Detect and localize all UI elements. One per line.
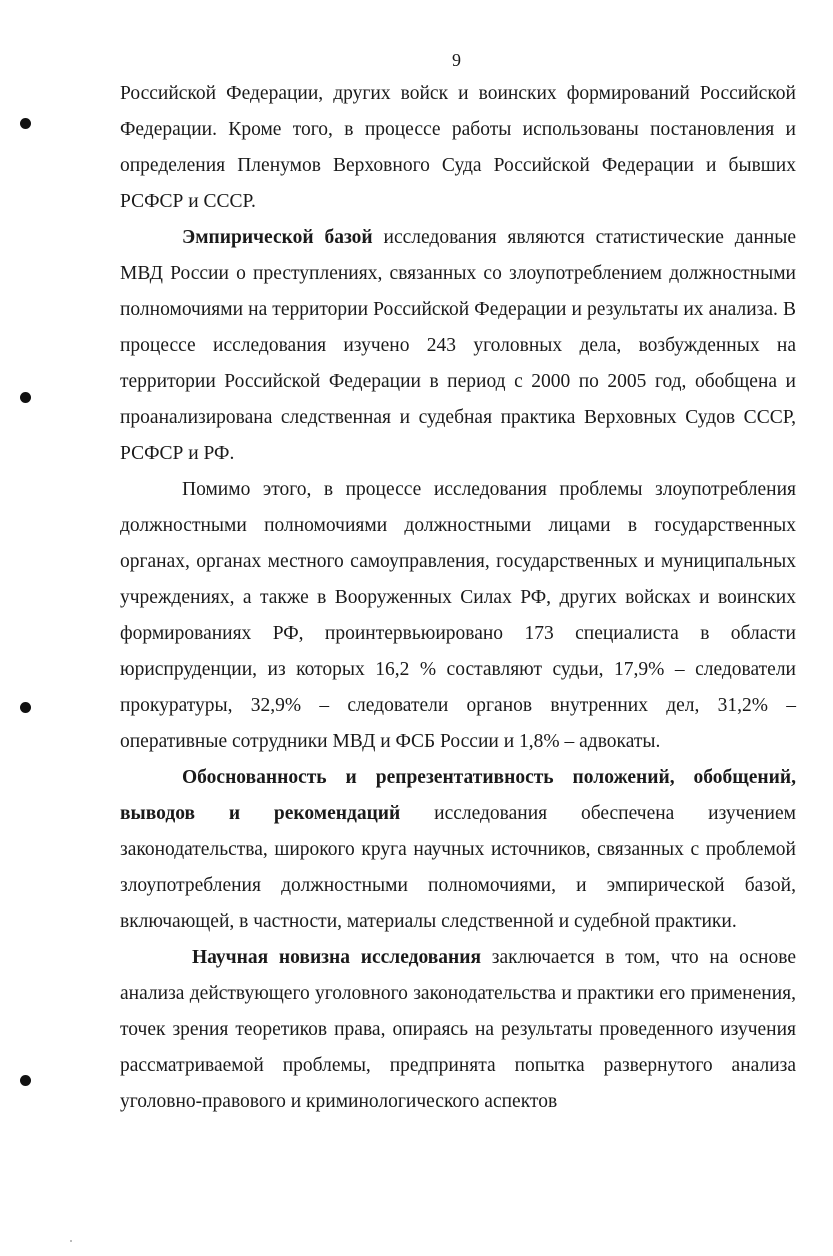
paragraph-bold-lead: Научная новизна исследования bbox=[192, 947, 482, 968]
page-number: 9 bbox=[452, 50, 461, 70]
paragraph-text: исследования обеспечена изучением законодательства, широкого круга научных источников, связанных с проблемой злоупотребления должностными полномочиями, и эмпирической базой, включающей, в частности, материалы следственной и судебной практики. bbox=[120, 803, 796, 932]
binding-hole-mark bbox=[20, 118, 31, 129]
paragraph-interviews bbox=[120, 472, 796, 760]
paragraph-bold-lead: Эмпирической базой bbox=[182, 227, 373, 248]
binding-hole-mark bbox=[20, 1075, 31, 1086]
paragraph-text: Российской Федерации, других войск и воинских формирований Российской Федерации. Кроме того, в процессе работы использованы постановления и определения Пленумов Верховного Суда Российской Федерации и бывших РСФСР и СССР. bbox=[120, 83, 796, 212]
binding-hole-mark bbox=[20, 702, 31, 713]
document-body bbox=[120, 76, 796, 1120]
paragraph-text: исследования являются статистические данные МВД России о преступлениях, связанных со злоупотреблением должностными полномочиями на территории Российской Федерации и результаты их анализа. В процессе исследования изучено 243 уголовных дела, возбужденных на территории Российской Федерации в период с 2000 по 2005 год, обобщена и проанализирована следственная и судебная практика Верховных Судов СССР, РСФСР и РФ. bbox=[120, 227, 797, 464]
paragraph-novelty bbox=[120, 940, 796, 1120]
paragraph-bold-lead: Обоснованность и репрезентативность положений, обобщений, выводов и рекомендаций bbox=[120, 767, 796, 824]
paragraph-text: заключается в том, что на основе анализа действующего уголовного законодательства и практики его применения, точек зрения теоретиков права, опираясь на результаты проведенного изучения рассматриваемой проблемы, предпринята попытка развернутого анализа уголовно-правового и криминологического аспектов bbox=[120, 947, 796, 1112]
binding-hole-mark bbox=[20, 392, 31, 403]
paragraph-text: Помимо этого, в процессе исследования проблемы злоупотребления должностными полномочиями должностными лицами в государственных органах, органах местного самоуправления, государственных и муниципальных учреждениях, а также в Вооруженных Силах РФ, других войсках и воинских формированиях РФ, проинтервьюировано 173 специалиста в области юриспруденции, из которых 16,2 % составляют судьи, 17,9% – следователи прокуратуры, 32,9% – следователи органов внутренних дел, 31,2% – оперативные сотрудники МВД и ФСБ России и 1,8% – адвокаты. bbox=[120, 479, 796, 752]
scan-speck bbox=[70, 1240, 72, 1242]
paragraph-empirical-base bbox=[120, 220, 796, 472]
paragraph-continuation bbox=[120, 76, 796, 220]
paragraph-validity bbox=[120, 760, 796, 940]
